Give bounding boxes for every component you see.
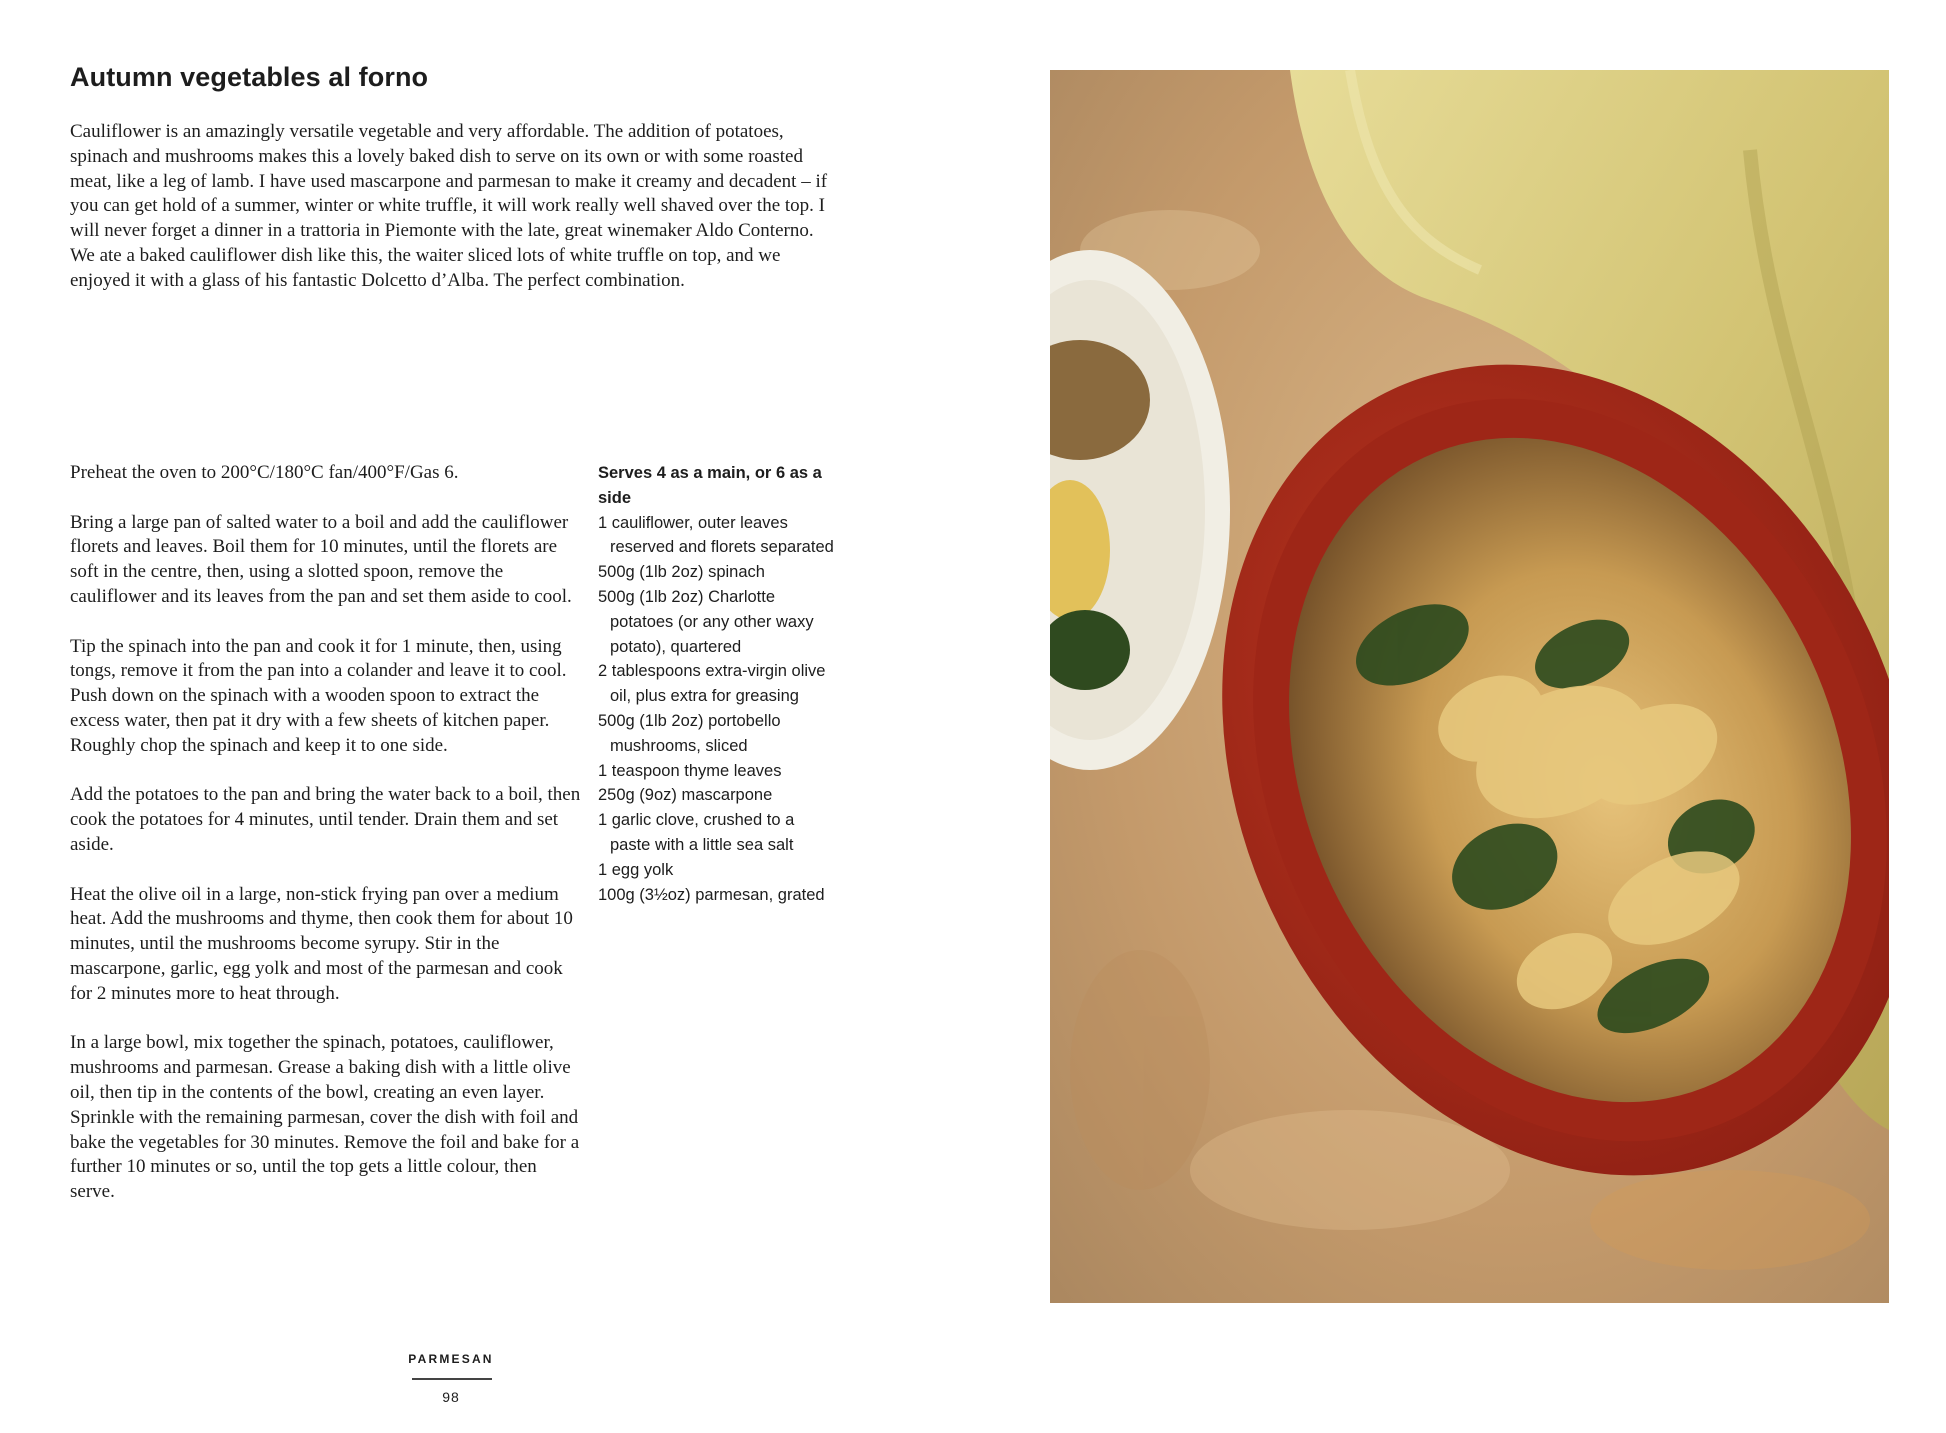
method-step: Preheat the oven to 200°C/180°C fan/400°F/Gas 6. (70, 462, 459, 483)
section-label: PARMESAN (408, 1352, 494, 1366)
recipe-intro (70, 120, 840, 294)
ingredient-item: 1 egg yolk (598, 860, 674, 879)
ingredient-item: 500g (1lb 2oz) portobello mushrooms, sliced (598, 711, 781, 755)
ingredients-panel (598, 461, 838, 907)
recipe-title: Autumn vegetables al forno (70, 62, 429, 92)
method-step: Tip the spinach into the pan and cook it for 1 minute, then, using tongs, remove it from the pan into a colander and leave it to cool. Push down on the spinach with a wooden spoon to extract the excess water, then pat it dry with a few sheets of kitchen paper. Roughly chop the spinach and keep it to one side. (70, 635, 567, 756)
page-number: 98 (442, 1389, 460, 1405)
method-step: Bring a large pan of salted water to a boil and add the cauliflower florets and leaves. Boil them for 10 minutes, until the florets are soft in the centre, then, using a slotted spoon, remove the cauliflower and its leaves from the pan and set them aside to cool. (70, 511, 572, 607)
method-step: Heat the olive oil in a large, non-stick frying pan over a medium heat. Add the mushrooms and thyme, then cook them for about 10 minutes, until the mushrooms become syrupy. Stir in the mascarpone, garlic, egg yolk and most of the parmesan and cook for 2 minutes more to heat through. (70, 883, 573, 1004)
ingredient-item: 1 teaspoon thyme leaves (598, 761, 782, 780)
ingredient-list (598, 511, 838, 908)
ingredient-item: 500g (1lb 2oz) spinach (598, 563, 765, 582)
serves-label: Serves 4 as a main, or 6 as a side (598, 464, 822, 507)
method-step: Add the potatoes to the pan and bring the water back to a boil, then cook the potatoes for 4 minutes, until tender. Drain them and set aside. (70, 784, 581, 855)
footer-divider (412, 1378, 492, 1380)
ingredient-item: 500g (1lb 2oz) Charlotte potatoes (or any other waxy potato), quartered (598, 587, 814, 656)
intro-paragraph: Cauliflower is an amazingly versatile vegetable and very affordable. The addition of potatoes, spinach and mushrooms makes this a lovely baked dish to serve on its own or with some roasted meat, like a leg of lamb. I have used mascarpone and parmesan to make it creamy and decadent – if you can get hold of a summer, winter or white truffle, it will work really well shaved over the top. I will never forget a dinner in a trattoria in Piemonte with the late, great winemaker Aldo Conterno. We ate a baked cauliflower dish like this, the waiter sliced lots of white truffle on top, and we enjoyed it with a glass of his fantastic Dolcetto d’Alba. The perfect combination. (70, 121, 828, 291)
ingredient-item: 2 tablespoons extra-virgin olive oil, plus extra for greasing (598, 662, 826, 706)
ingredient-item: 1 cauliflower, outer leaves reserved and florets separated (598, 513, 834, 557)
ingredient-item: 100g (3½oz) parmesan, grated (598, 885, 825, 904)
baked-vegetables-photo (1050, 70, 1889, 1303)
ingredient-item: 1 garlic clove, crushed to a paste with a little sea salt (598, 811, 795, 854)
ingredient-item: 250g (9oz) mascarpone (598, 786, 773, 805)
method-step: In a large bowl, mix together the spinach, potatoes, cauliflower, mushrooms and parmesan. Grease a baking dish with a little olive oil, then tip in the contents of the bowl, creating an even layer. Sprinkle with the remaining parmesan, cover the dish with foil and bake the vegetables for 30 minutes. Remove the foil and bake for a further 10 minutes or so, until the top gets a little colour, then serve. (70, 1032, 580, 1203)
method-steps (70, 461, 582, 1230)
